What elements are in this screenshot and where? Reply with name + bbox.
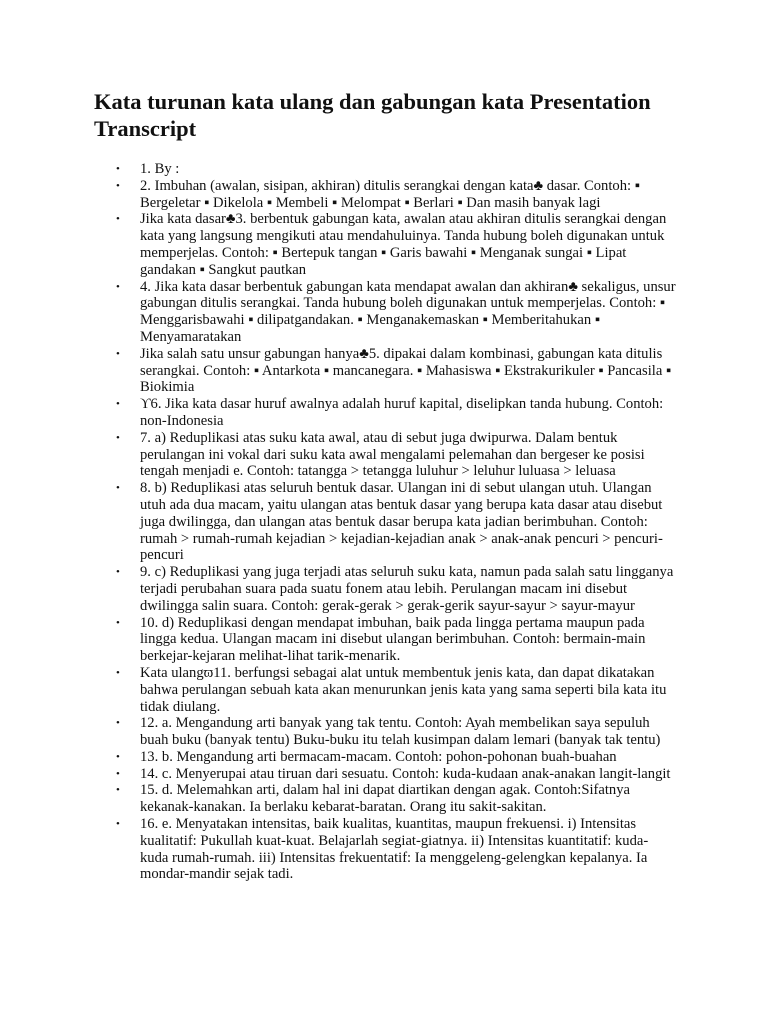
document-title: Kata turunan kata ulang dan gabungan kata Presentation Transcript: [94, 89, 651, 141]
bullet-icon: •: [116, 666, 120, 679]
bullet-icon: •: [116, 717, 120, 730]
list-item: [94, 564, 676, 614]
list-item: [94, 211, 676, 278]
list-item-text: 15. d. Melemahkan arti, dalam hal ini dapat diartikan dengan agak. Contoh:Sifatnya kekanak-kanakan. Ia berlaku kebarat-baratan. Orang itu sakit-sakitan.: [140, 782, 630, 816]
bullet-icon: •: [116, 431, 120, 444]
list-item-text: 12. a. Mengandung arti banyak yang tak tentu. Contoh: Ayah membelikan saya sepuluh buah buku (banyak tentu) Buku-buku itu telah kusimpan dalam lemari (banyak tak tentu): [140, 715, 661, 749]
bullet-icon: •: [116, 482, 120, 495]
list-item: [94, 161, 676, 178]
bullet-icon: •: [116, 616, 120, 629]
list-item: [94, 665, 676, 715]
list-item: [94, 816, 676, 883]
bullet-icon: •: [116, 566, 120, 579]
list-item-text: Jika kata dasar♣3. berbentuk gabungan kata, awalan atau akhiran ditulis serangkai dengan kata yang langsung mengikuti atau mendahuluinya. Tanda hubung boleh digunakan untuk memperjelas. Contoh: ▪ Bertepuk tangan ▪ Garis bawahi ▪ Menganak sungai ▪ Lipat gandakan ▪ Sangkut pautkan: [140, 211, 667, 278]
bullet-icon: •: [116, 750, 120, 763]
list-item-text: 16. e. Menyatakan intensitas, baik kualitas, kuantitas, maupun frekuensi. i) Intensitas kualitatif: Pukullah kuat-kuat. Belajarlah segiat-giatnya. ii) Intensitas kuantitatif: kuda-kuda rumah-rumah. iii) Intensitas frekuentatif: Ia menggeleng-gelengkan kepalanya. Ia mondar-mandir sejak tadi.: [140, 816, 649, 883]
list-item: [94, 346, 676, 396]
transcript-list: [94, 161, 676, 883]
list-item-text: 8. b) Reduplikasi atas seluruh bentuk dasar. Ulangan ini di sebut ulangan utuh. Ulangan utuh ada dua macam, yaitu ulangan atas bentuk dasar yang berupa kata dasar atau disebut juga dwilingga, dan ulangan atas bentuk dasar berupa kata jadian berimbuhan. Contoh: rumah > rumah-rumah kejadian > kejadian-kejadian anak > anak-anak pencuri > pencuri-pencuri: [140, 480, 663, 564]
list-item: [94, 178, 676, 212]
bullet-icon: •: [116, 347, 120, 360]
list-item: [94, 749, 676, 766]
list-item: [94, 279, 676, 346]
bullet-icon: •: [116, 767, 120, 780]
list-item: [94, 615, 676, 665]
list-item-text: 10. d) Reduplikasi dengan mendapat imbuhan, baik pada lingga pertama maupun pada lingga kedua. Ulangan macam ini disebut ulangan berimbuhan. Contoh: bermain-main berkejar-kejaran melihat-lihat tarik-menarik.: [140, 614, 646, 665]
list-item: [94, 782, 676, 816]
list-item-text: Kata ulangϖ11. berfungsi sebagai alat untuk membentuk jenis kata, dan dapat dikatakan bahwa perulangan sebuah kata akan menurunkan jenis kata yang sama seperti bila kata itu tidak diulang.: [140, 664, 667, 715]
bullet-icon: •: [116, 784, 120, 797]
list-item-text: 13. b. Mengandung arti bermacam-macam. Contoh: pohon-pohonan buah-buahan: [140, 748, 617, 765]
list-item: [94, 766, 676, 783]
list-item-text: 14. c. Menyerupai atau tiruan dari sesuatu. Contoh: kuda-kudaan anak-anakan langit-langit: [140, 765, 671, 782]
list-item-text: 1. By :: [140, 161, 180, 177]
list-item-text: ϒ6. Jika kata dasar huruf awalnya adalah huruf kapital, diselipkan tanda hubung. Contoh: non-Indonesia: [140, 396, 664, 429]
list-item: [94, 396, 676, 430]
list-item: [94, 480, 676, 564]
bullet-icon: •: [116, 280, 120, 293]
list-item-text: 4. Jika kata dasar berbentuk gabungan kata mendapat awalan dan akhiran♣ sekaligus, unsur gabungan ditulis serangkai. Tanda hubung boleh digunakan untuk memperjelas. Contoh: ▪ Menggarisbawahi ▪ dilipatgandakan. ▪ Menganakemaskan ▪ Memberitahukan ▪ Menyamaratakan: [140, 278, 676, 345]
bullet-icon: •: [116, 163, 120, 175]
list-item-text: 7. a) Reduplikasi atas suku kata awal, atau di sebut juga dwipurwa. Dalam bentuk perulangan ini vokal dari suku kata awal mengalami pelemahan dan bergeser ke posisi tengah menjadi e. Contoh: tatangga > tetangga luluhur > leluhur luluasa > leluasa: [140, 429, 645, 480]
bullet-icon: •: [116, 818, 120, 831]
list-item: [94, 430, 676, 480]
bullet-icon: •: [116, 213, 120, 226]
list-item-text: Jika salah satu unsur gabungan hanya♣5. dipakai dalam kombinasi, gabungan kata ditulis serangkai. Contoh: ▪ Antarkota ▪ mancanegara. ▪ Mahasiswa ▪ Ekstrakurikuler ▪ Pancasila ▪ Biokimia: [140, 345, 672, 396]
bullet-icon: •: [116, 398, 120, 411]
list-item: [94, 715, 676, 749]
list-item-text: 2. Imbuhan (awalan, sisipan, akhiran) ditulis serangkai dengan kata♣ dasar. Contoh: ▪ Bergeletar ▪ Dikelola ▪ Membeli ▪ Melompat ▪ Berlari ▪ Dan masih banyak lagi: [140, 177, 640, 211]
bullet-icon: •: [116, 179, 120, 192]
list-item-text: 9. c) Reduplikasi yang juga terjadi atas seluruh suku kata, namun pada salah satu lingganya terjadi perubahan suara pada suatu fonem atau lebih. Perulangan macam ini disebut dwilingga salin suara. Contoh: gerak-gerak > gerak-gerik sayur-sayur > sayur-mayur: [140, 564, 674, 614]
